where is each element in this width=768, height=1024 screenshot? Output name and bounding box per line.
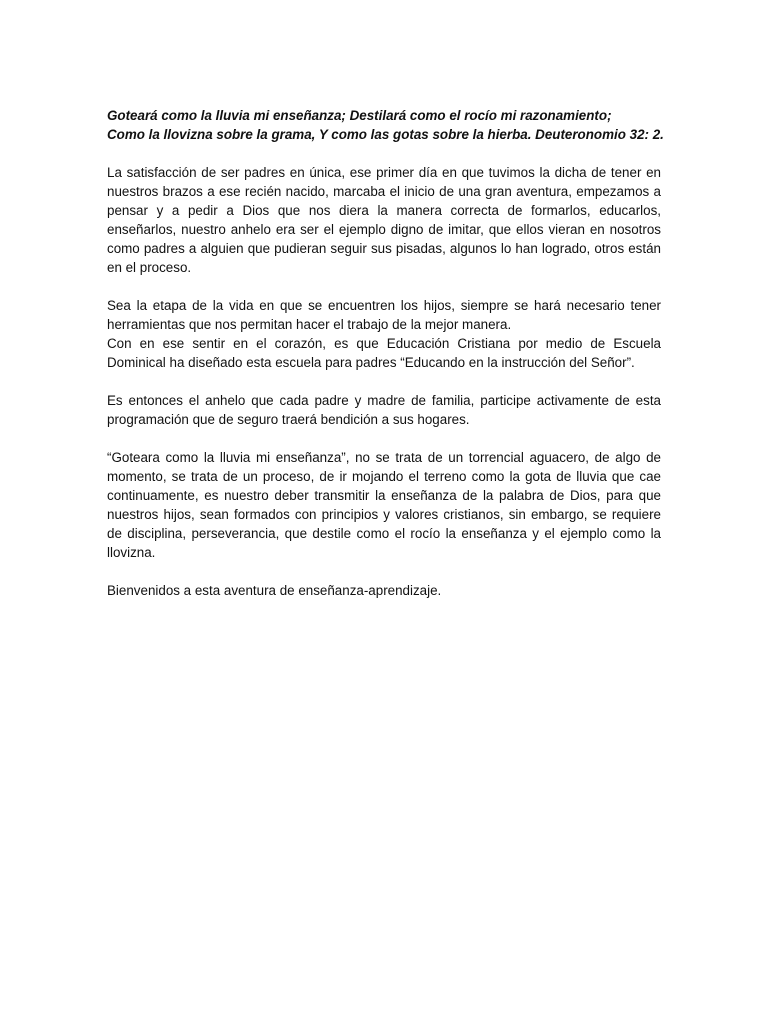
- epigraph-line-1: Goteará como la lluvia mi enseñanza; Destilará como el rocío mi razonamiento;: [107, 108, 612, 123]
- closing-line: Bienvenidos a esta aventura de enseñanza-aprendizaje.: [107, 583, 442, 598]
- epigraph-quote: [107, 106, 664, 144]
- paragraph-tools-line-2: Con en ese sentir en el corazón, es que Educación Cristiana por medio de Escuela Dominical ha diseñado esta escuela para padres “Educando en la instrucción del Señor”.: [107, 336, 661, 370]
- paragraph-tools: [107, 296, 661, 372]
- paragraph-invitation: Es entonces el anhelo que cada padre y madre de familia, participe activamente de esta programación que de seguro traerá bendición a sus hogares.: [107, 393, 661, 427]
- epigraph-line-2: Como la llovizna sobre la grama, Y como las gotas sobre la hierba. Deuteronomio 32: 2.: [107, 127, 664, 142]
- paragraph-teaching: “Goteara como la lluvia mi enseñanza”, no se trata de un torrencial aguacero, de algo de momento, se trata de un proceso, de ir mojando el terreno como la gota de lluvia que cae continuamente, es nuestro deber transmitir la enseñanza de la palabra de Dios, para que nuestros hijos, sean formados con principios y valores cristianos, sin embargo, se requiere de disciplina, perseverancia, que destile como el rocío la enseñanza y el ejemplo como la llovizna.: [107, 450, 661, 560]
- paragraph-tools-line-1: Sea la etapa de la vida en que se encuentren los hijos, siempre se hará necesario tener herramientas que nos permitan hacer el trabajo de la mejor manera.: [107, 298, 661, 332]
- paragraph-intro: La satisfacción de ser padres en única, ese primer día en que tuvimos la dicha de tener en nuestros brazos a ese recién nacido, marcaba el inicio de una gran aventura, empezamos a pensar y a pedir a Dios que nos diera la manera correcta de formarlos, educarlos, enseñarlos, nuestro anhelo era ser el ejemplo digno de imitar, que ellos vieran en nosotros como padres a alguien que pudieran seguir sus pisadas, algunos lo han logrado, otros están en el proceso.: [107, 165, 661, 275]
- document-body: [107, 106, 664, 600]
